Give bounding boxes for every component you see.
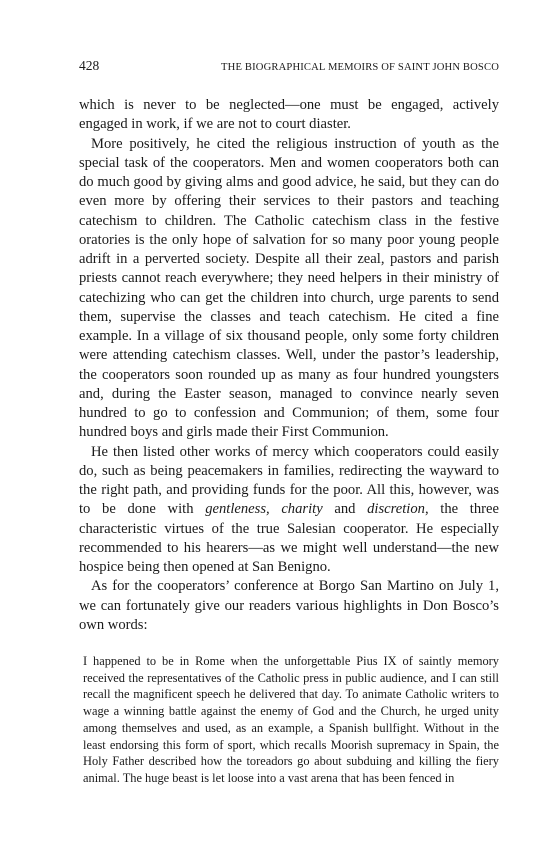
paragraph-borgo-conference: As for the cooperators’ conference at Borgo San Martino on July 1, we can fortunately give our readers various highlights in Don Bosco’s own words: bbox=[79, 578, 499, 633]
body-text bbox=[79, 96, 499, 635]
paragraph-works-of-mercy bbox=[79, 443, 499, 578]
paragraph-text: , the three characteristic virtues of the true Salesian cooperator. He especially recommended to his hearers—as we might well understand—the new hospice being then opened at San Benigno. bbox=[79, 501, 499, 575]
running-head: THE BIOGRAPHICAL MEMOIRS OF SAINT JOHN BOSCO bbox=[221, 62, 499, 73]
emphasis-virtues: gentleness, charity bbox=[205, 501, 323, 518]
paragraph-text: He then listed other works of mercy which cooperators could easily do, such as being peacemakers in families, redirecting the wayward to the right path, and providing funds for the poor. All this, however, was to be done with bbox=[79, 443, 499, 518]
page-header bbox=[79, 58, 499, 80]
quote-text: I happened to be in Rome when the unforgettable Pius IX of saintly memory received the representatives of the Catholic press in public audience, and I can still recall the magnificent speech he delivered that day. To animate Catholic writers to wage a winning battle against the enemy of God and the Church, he urged unity among themselves and used, as an example, a Spanish bullfight. Without in the least endorsing this form of sport, which recalls Moorish supremacy in Spain, the Holy Father described how the toreadors go about subduing and killing the fiery animal. The huge beast is let loose into a vast arena that has been fenced in bbox=[83, 654, 499, 785]
emphasis-discretion: discretion bbox=[367, 501, 425, 518]
page-number: 428 bbox=[79, 58, 100, 73]
book-page bbox=[79, 58, 499, 787]
block-quote bbox=[79, 653, 499, 787]
paragraph-continuation: which is never to be neglected—one must be engaged, actively engaged in work, if we are not to court diaster. bbox=[79, 97, 499, 133]
paragraph-religious-instruction: More positively, he cited the religious instruction of youth as the special task of the cooperators. Men and women cooperators both can do much good by giving alms and good advice, he said, but they can do even more by offering their services to their pastors and teaching catechism to children. The Catholic catechism class in the festive oratories is the only hope of salvation for so many poor young people adrift in a perverted society. Despite all their zeal, pastors and parish priests cannot reach everywhere; they need helpers in their ministry of catechizing who can get the children into church, urge parents to send them, supervise the classes and teach catechism. He cited a fine example. In a village of six thousand people, only some forty children were attending catechism classes. Well, under the pastor’s leadership, the cooperators soon rounded up as many as four hundred youngsters and, during the Easter season, managed to convince nearly seven hundred to go to confession and Communion; of them, some four hundred boys and girls made their First Communion. bbox=[79, 135, 499, 441]
paragraph-text: and bbox=[322, 501, 368, 518]
